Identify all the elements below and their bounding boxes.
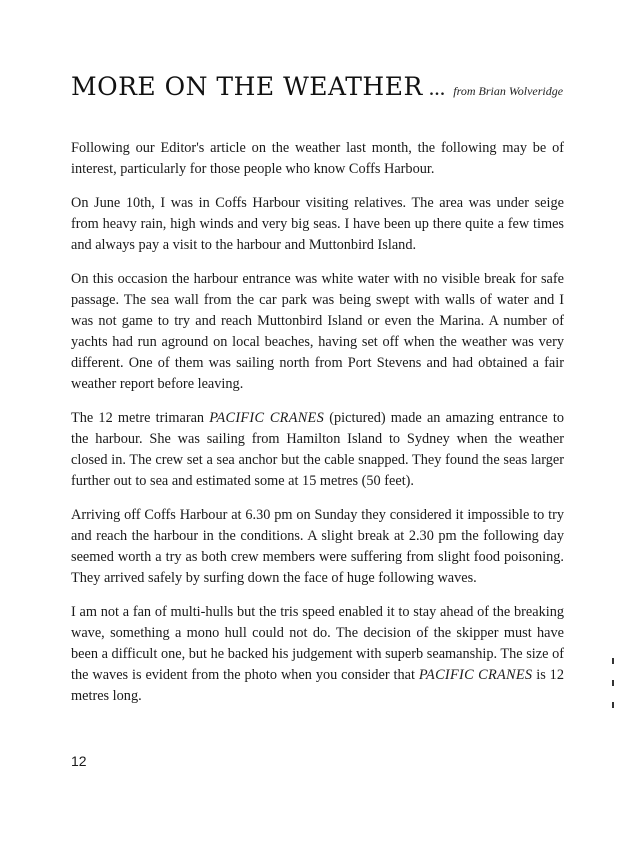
page-number: 12 — [71, 753, 87, 769]
title-ellipsis: ... — [428, 75, 446, 100]
article-body — [71, 138, 564, 720]
vessel-name: PACIFIC CRANES — [209, 410, 325, 426]
paragraph-text: Arriving off Coffs Harbour at 6.30 pm on Sunday they considered it impossible to try and reach the harbour in the conditions. A slight break at 2.30 pm the following day seemed worth a try as both crew members were suffering from slight food poisoning. They arrived safely by surfing down the face of huge following waves. — [71, 507, 564, 586]
article-header — [71, 72, 571, 101]
paragraph-text: is 12 metres long. — [71, 667, 564, 704]
vessel-name: PACIFIC CRANES — [418, 667, 533, 683]
scan-mark — [612, 702, 614, 708]
paragraph-6 — [71, 602, 564, 707]
paragraph-4 — [71, 408, 564, 492]
article-byline: from Brian Wolveridge — [453, 84, 564, 98]
paragraph-text: The 12 metre trimaran — [71, 410, 210, 426]
paragraph-1 — [71, 138, 564, 180]
paragraph-text: On this occasion the harbour entrance was white water with no visible break for safe passage. The sea wall from the car park was being swept with walls of water and I was not game to try and reach Muttonbird Island or even the Marina. A number of yachts had run aground on local beaches, having set off when the weather was very different. One of them was sailing north from Port Stevens and had obtained a fair weather report before leaving. — [71, 271, 564, 392]
article-title: MORE ON THE WEATHER — [71, 72, 423, 101]
paragraph-text: (pictured) made an amazing entrance to the harbour. She was sailing from Hamilton Island to Sydney when the weather closed in. The crew set a sea anchor but the cable snapped. They found the seas larger further out to sea and estimated some at 15 metres (50 feet). — [71, 410, 564, 489]
paragraph-2 — [71, 193, 564, 256]
paragraph-text: Following our Editor's article on the weather last month, the following may be of interest, particularly for those people who know Coffs Harbour. — [71, 140, 564, 177]
paragraph-text: On June 10th, I was in Coffs Harbour visiting relatives. The area was under seige from heavy rain, high winds and very big seas. I have been up there quite a few times and always pay a visit to the harbour and Muttonbird Island. — [71, 195, 564, 253]
scan-margin-marks — [612, 658, 618, 718]
paragraph-text: I am not a fan of multi-hulls but the tris speed enabled it to stay ahead of the breaking wave, something a mono hull could not do. The decision of the skipper must have been a difficult one, but he backed his judgement with superb seamanship. The size of the waves is evident from the photo when you consider that — [71, 604, 564, 683]
paragraph-3 — [71, 269, 564, 395]
scan-mark — [612, 680, 614, 686]
paragraph-5 — [71, 505, 564, 589]
scan-mark — [612, 658, 614, 664]
